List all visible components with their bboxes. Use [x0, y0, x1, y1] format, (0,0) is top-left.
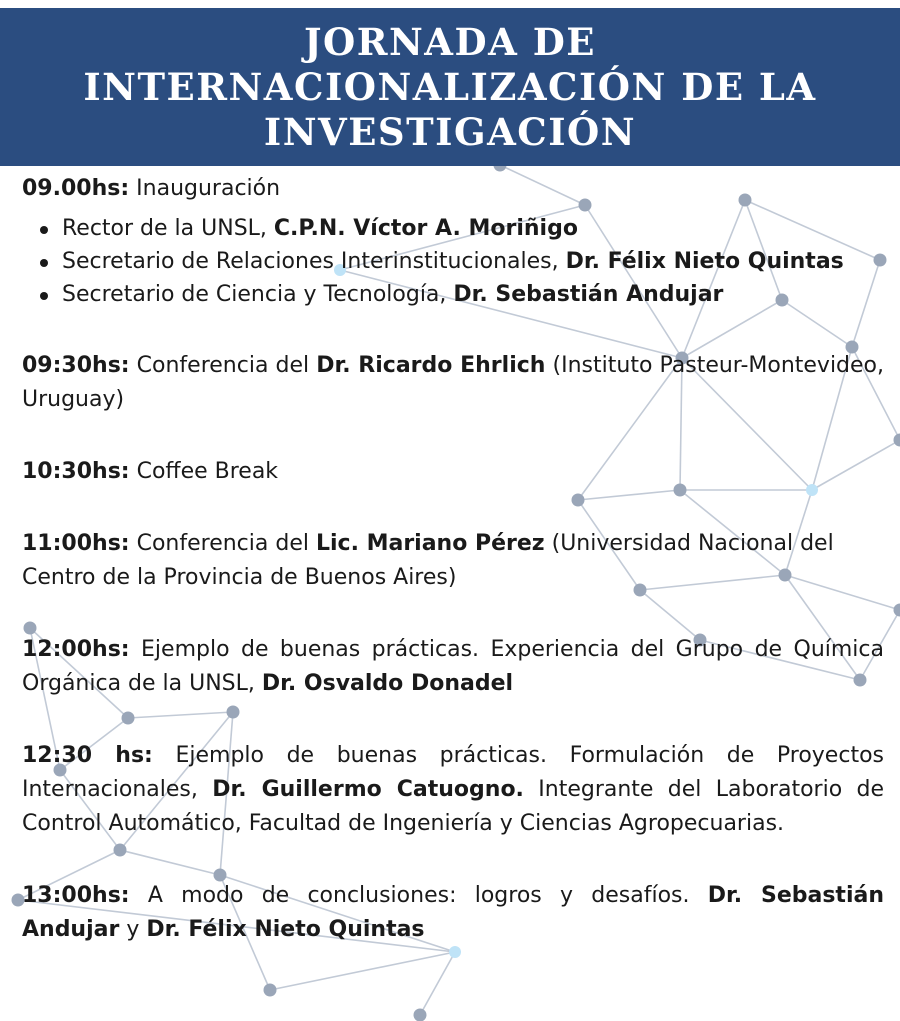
speaker-item [40, 245, 884, 278]
event-text: (Universidad Nacional del Centro de la Provincia de Buenos Aires) [22, 531, 834, 590]
speaker-name: Dr. Sebastián Andujar [453, 282, 724, 307]
program-schedule [22, 172, 884, 985]
page-title-line-1: JORNADA DE [304, 19, 596, 64]
speaker-name: Dr. Félix Nieto Quintas [565, 249, 844, 274]
speaker-name: Dr. Ricardo Ehrlich [316, 353, 546, 378]
time-label: 13:00hs: [22, 883, 130, 908]
speaker-list [22, 212, 884, 311]
schedule-item-conference-1 [22, 349, 884, 417]
speaker-name: Dr. Osvaldo Donadel [261, 671, 514, 696]
page-title-line-2: INTERNACIONALIZACIÓN DE LA [83, 64, 817, 109]
time-label: 09:30hs: [22, 353, 130, 378]
speaker-role: Secretario de Relaciones Interinstitucionales, [62, 249, 566, 274]
event-text: Conferencia del [129, 353, 317, 378]
page-title-line-3: INVESTIGACIÓN [263, 109, 637, 154]
time-label: 12:00hs: [22, 637, 130, 662]
network-node [414, 1009, 427, 1021]
schedule-item-closing [22, 879, 884, 947]
time-label: 11:00hs: [22, 531, 130, 556]
schedule-item-opening [22, 172, 884, 311]
schedule-item-practice-2 [22, 739, 884, 841]
speaker-item [40, 278, 884, 311]
speaker-name: Lic. Mariano Pérez [315, 531, 545, 556]
time-label: 10:30hs: [22, 459, 130, 484]
event-text: Integrante del Laboratorio de Control Automático, Facultad de Ingeniería y Ciencias Agropecuarias. [22, 777, 885, 836]
speaker-item [40, 212, 884, 245]
schedule-item-practice-1 [22, 633, 884, 701]
network-node [264, 984, 277, 997]
event-title: Coffee Break [129, 459, 279, 484]
event-text: Conferencia del [129, 531, 316, 556]
header-banner [0, 8, 900, 166]
speaker-name: C.P.N. Víctor A. Moriñigo [273, 216, 578, 241]
speaker-name: Dr. Sebastián Andujar [22, 883, 884, 942]
network-node [894, 604, 900, 617]
schedule-item-conference-2 [22, 527, 884, 595]
event-text: Ejemplo de buenas prácticas. Formulación de Proyectos Internacionales, [22, 743, 884, 802]
time-label: 09.00hs: [22, 176, 130, 201]
event-text: y [119, 917, 147, 942]
schedule-item-coffee-break [22, 455, 884, 489]
speaker-name: Dr. Félix Nieto Quintas [146, 917, 425, 942]
event-text: A modo de conclusiones: logros y desafíos. [129, 883, 708, 908]
time-label: 12:30 hs: [22, 743, 153, 768]
event-title: Inauguración [129, 176, 281, 201]
speaker-role: Secretario de Ciencia y Tecnología, [62, 282, 454, 307]
event-text: (Instituto Pasteur-Montevideo, Uruguay) [22, 353, 885, 412]
network-node [894, 434, 900, 447]
speaker-role: Rector de la UNSL, [62, 216, 274, 241]
speaker-name: Dr. Guillermo Catuogno. [212, 777, 524, 802]
event-text: Ejemplo de buenas prácticas. Experiencia del Grupo de Química Orgánica de la UNSL, [22, 637, 884, 696]
